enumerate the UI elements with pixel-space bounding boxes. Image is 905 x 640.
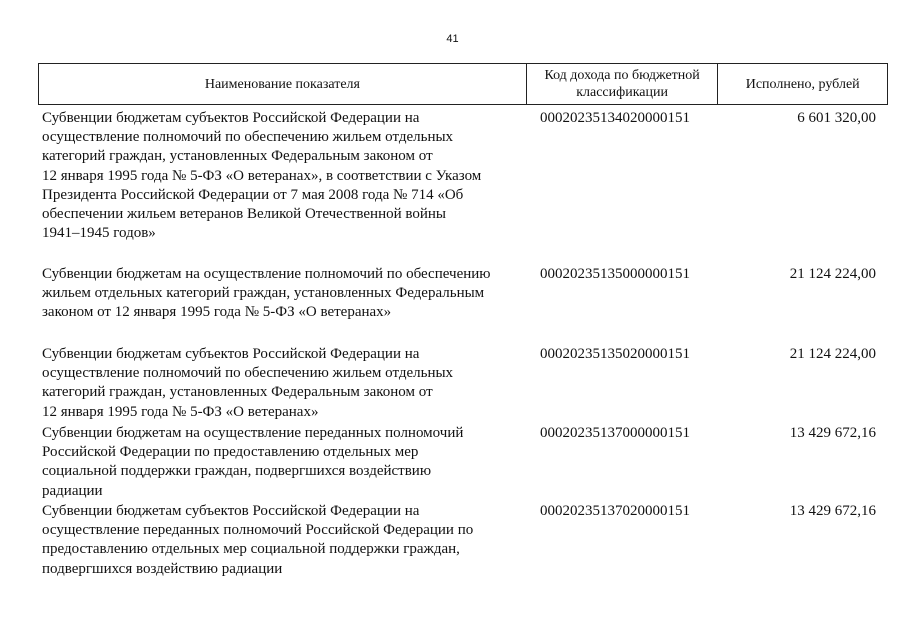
name-line: осуществление переданных полномочий Российской Федерации по <box>42 522 474 539</box>
executed-amount: 13 429 672,16 <box>789 503 876 519</box>
header-executed-amount: Исполнено, рублей <box>717 64 887 104</box>
executed-amount: 13 429 672,16 <box>789 425 876 441</box>
executed-amount: 6 601 320,00 <box>797 110 876 126</box>
name-line: Президента Российской Федерации от 7 мая 2008 года № 714 «Об <box>42 186 464 203</box>
name-line: 1941–1945 годов» <box>42 225 156 242</box>
budget-table <box>38 63 888 577</box>
name-line: жильем отдельных категорий граждан, установленных Федеральным <box>42 285 485 302</box>
name-line: категорий граждан, установленных Федеральным законом от <box>42 148 433 165</box>
name-line: Субвенции бюджетам субъектов Российской Федерации на <box>42 110 420 126</box>
name-line: Российской Федерации по предоставлению отдельных мер <box>42 444 419 461</box>
income-code: 00020235137020000151 <box>540 503 690 519</box>
name-line: 12 января 1995 года № 5-ФЗ «О ветеранах», в соответствии с Указом <box>42 167 482 184</box>
header-income-code: Код дохода по бюджетной классификации <box>526 64 718 104</box>
income-code: 00020235134020000151 <box>540 110 690 126</box>
name-line: Субвенции бюджетам субъектов Российской Федерации на <box>42 503 420 519</box>
name-line: Субвенции бюджетам на осуществление переданных полномочий <box>42 425 464 441</box>
indicator-name <box>42 345 524 422</box>
income-code: 00020235135000000151 <box>540 266 690 282</box>
name-line: законом от 12 января 1995 года № 5-ФЗ «О ветеранах» <box>42 304 392 321</box>
name-line: Субвенции бюджетам на осуществление полномочий по обеспечению <box>42 266 491 282</box>
name-line: 12 января 1995 года № 5-ФЗ «О ветеранах» <box>42 403 319 420</box>
name-line: Субвенции бюджетам субъектов Российской Федерации на <box>42 346 420 362</box>
executed-amount: 21 124 224,00 <box>789 266 876 282</box>
page-number: 41 <box>446 33 459 45</box>
indicator-name <box>42 265 524 323</box>
name-line: предоставлению отдельных мер социальной поддержки граждан, <box>42 541 460 558</box>
header-indicator-name: Наименование показателя <box>204 76 360 92</box>
name-line: осуществление полномочий по обеспечению жильем отдельных <box>42 129 454 146</box>
income-code: 00020235135020000151 <box>540 346 690 362</box>
indicator-name <box>42 424 524 501</box>
name-line: категорий граждан, установленных Федеральным законом от <box>42 384 433 401</box>
income-code: 00020235137000000151 <box>540 425 690 441</box>
indicator-name <box>42 109 524 243</box>
name-line: подвергшихся воздействию радиации <box>42 560 283 577</box>
indicator-name <box>42 502 524 579</box>
executed-amount: 21 124 224,00 <box>789 346 876 362</box>
table-header <box>38 63 888 105</box>
name-line: социальной поддержки граждан, подвергшихся воздействию <box>42 463 432 480</box>
name-line: обеспечении жильем ветеранов Великой Отечественной войны <box>42 206 447 223</box>
name-line: осуществление полномочий по обеспечению жильем отдельных <box>42 365 454 382</box>
name-line: радиации <box>42 482 103 499</box>
